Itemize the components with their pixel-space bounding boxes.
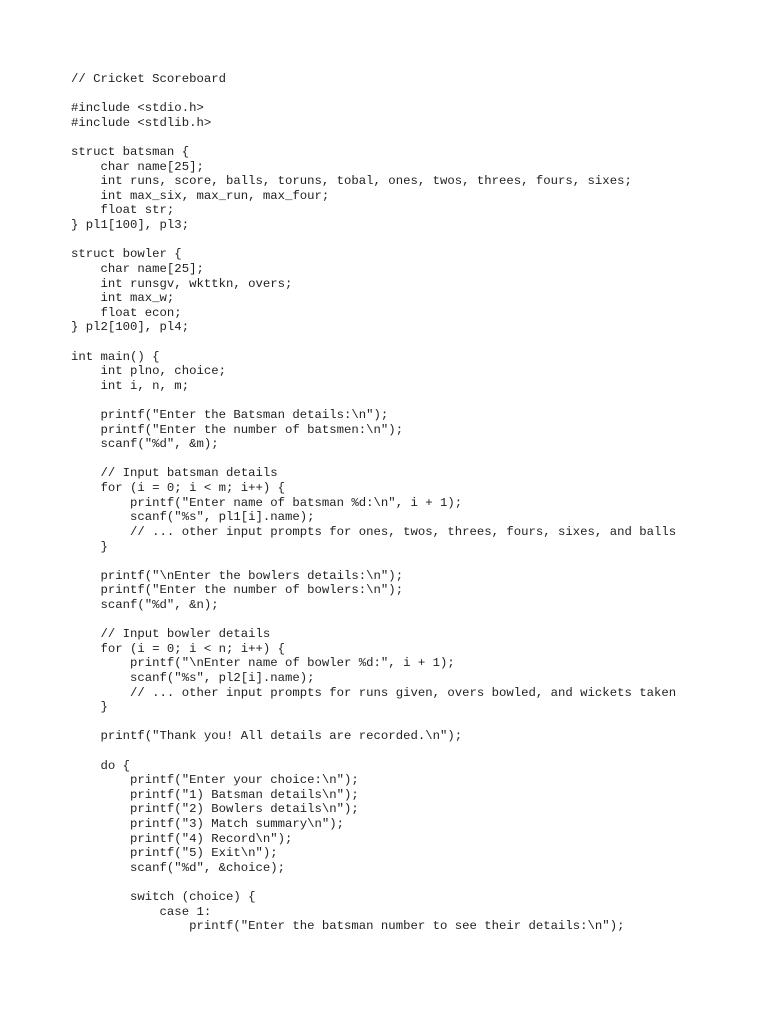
code-line: printf("3) Match summary\n"); (71, 817, 345, 832)
code-line: char name[25]; (71, 159, 204, 174)
code-line: } (71, 700, 108, 715)
code-line: float str; (71, 203, 175, 218)
code-line: } pl2[100], pl4; (71, 320, 190, 335)
code-line: int runs, score, balls, toruns, tobal, ones, twos, threes, fours, sixes; (71, 174, 632, 189)
code-line: char name[25]; (71, 261, 204, 276)
code-line: printf("\nEnter the bowlers details:\n"); (71, 568, 404, 583)
code-line: do { (71, 758, 131, 773)
code-line: printf("1) Batsman details\n"); (71, 787, 359, 802)
code-line (71, 87, 761, 102)
code-line: for (i = 0; i < m; i++) { (71, 481, 286, 496)
code-line: printf("\nEnter name of bowler %d:", i + 1); (71, 656, 455, 671)
code-line (71, 130, 761, 145)
code-line: scanf("%d", &choice); (71, 860, 286, 875)
code-line: int max_six, max_run, max_four; (71, 188, 330, 203)
code-line: int i, n, m; (71, 378, 190, 393)
code-line: case 1: (71, 904, 212, 919)
code-line: scanf("%s", pl1[i].name); (71, 510, 315, 525)
code-line: scanf("%s", pl2[i].name); (71, 670, 315, 685)
code-line: } pl1[100], pl3; (71, 218, 190, 233)
code-line: // Input bowler details (71, 627, 271, 642)
code-listing (71, 72, 761, 934)
code-line: printf("Enter the number of batsmen:\n"); (71, 422, 404, 437)
code-line: printf("Enter the batsman number to see their details:\n"); (71, 919, 625, 934)
code-line: printf("Enter your choice:\n"); (71, 773, 359, 788)
code-line: // ... other input prompts for runs given, overs bowled, and wickets taken (71, 685, 677, 700)
code-line: struct bowler { (71, 247, 182, 262)
code-line: switch (choice) { (71, 890, 256, 905)
code-line: printf("5) Exit\n"); (71, 846, 278, 861)
code-line: int main() { (71, 349, 160, 364)
code-line: int runsgv, wkttkn, overs; (71, 276, 293, 291)
code-line: #include <stdlib.h> (71, 115, 212, 130)
code-line (71, 335, 761, 350)
code-line: printf("Enter the Batsman details:\n"); (71, 408, 389, 423)
code-line (71, 233, 761, 248)
code-line (71, 554, 761, 569)
code-line (71, 613, 761, 628)
code-line: scanf("%d", &n); (71, 597, 219, 612)
code-line (71, 393, 761, 408)
code-line: } (71, 539, 108, 554)
code-line (71, 715, 761, 730)
code-line (71, 876, 761, 891)
code-line: // Cricket Scoreboard (71, 72, 226, 86)
code-line: int plno, choice; (71, 364, 226, 379)
code-line: printf("2) Bowlers details\n"); (71, 802, 359, 817)
code-line: printf("4) Record\n"); (71, 831, 293, 846)
code-line: printf("Enter the number of bowlers:\n"); (71, 583, 404, 598)
code-line: int max_w; (71, 291, 175, 306)
code-line: struct batsman { (71, 145, 190, 160)
code-line: // Input batsman details (71, 466, 278, 481)
code-line: for (i = 0; i < n; i++) { (71, 641, 286, 656)
code-line: scanf("%d", &m); (71, 437, 219, 452)
code-line (71, 744, 761, 759)
code-line (71, 452, 761, 467)
code-line: // ... other input prompts for ones, twos, threes, fours, sixes, and balls (71, 524, 677, 539)
code-line: float econ; (71, 305, 182, 320)
code-line: printf("Enter name of batsman %d:\n", i + 1); (71, 495, 463, 510)
code-line: printf("Thank you! All details are recorded.\n"); (71, 729, 463, 744)
code-line: #include <stdio.h> (71, 101, 204, 116)
